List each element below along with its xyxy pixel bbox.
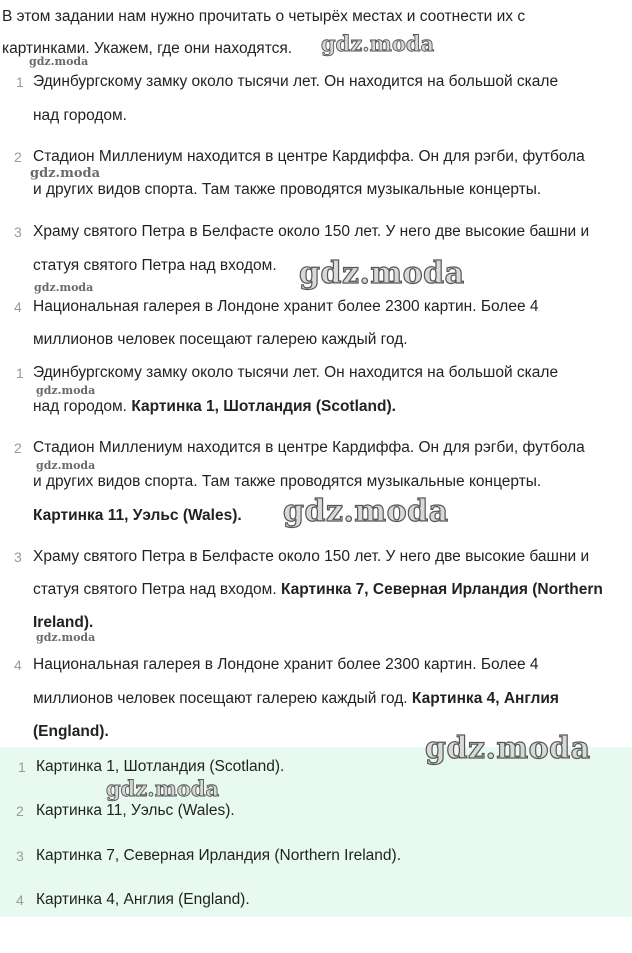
list-number: 1 bbox=[18, 759, 26, 775]
plain-text: над городом. bbox=[33, 398, 132, 415]
watermark: gdz.moda bbox=[321, 31, 435, 56]
list-number: 2 bbox=[14, 149, 22, 165]
watermark: gdz.moda bbox=[106, 776, 220, 801]
list-item-line: и других видов спорта. Там также проводятся музыкальные концерты. bbox=[33, 473, 542, 490]
list-number: 2 bbox=[14, 440, 22, 456]
answer-item: Картинка 4, Англия (England). bbox=[36, 891, 250, 908]
list-item-line: Стадион Миллениум находится в центре Кардиффа. Он для рэгби, футбола bbox=[33, 439, 585, 456]
intro-line-1: В этом задании нам нужно прочитать о четырёх местах и соотнести их с bbox=[2, 8, 526, 25]
plain-text: миллионов человек посещают галерею каждый год. bbox=[33, 690, 412, 707]
list-item-line: Храму святого Петра в Белфасте около 150 лет. У него две высокие башни и bbox=[33, 223, 590, 240]
answer-bold-text: (England). bbox=[33, 723, 109, 740]
list-item-line: Храму святого Петра в Белфасте около 150 лет. У него две высокие башни и bbox=[33, 548, 590, 565]
list-number: 3 bbox=[14, 224, 22, 240]
list-item-line bbox=[33, 397, 396, 417]
list-item-line bbox=[33, 580, 603, 600]
answer-item: Картинка 7, Северная Ирландия (Northern Ireland). bbox=[36, 847, 402, 864]
list-item-line: Национальная галерея в Лондоне хранит более 2300 картин. Более 4 bbox=[33, 656, 539, 673]
watermark: gdz.moda bbox=[36, 384, 96, 397]
list-item-line bbox=[33, 689, 559, 709]
watermark: gdz.moda bbox=[34, 281, 94, 294]
list-number: 1 bbox=[16, 365, 24, 381]
list-item-line: над городом. bbox=[33, 107, 127, 124]
answer-bold-text: Картинка 7, Северная Ирландия (Northern bbox=[280, 581, 603, 598]
list-number: 1 bbox=[16, 74, 24, 90]
watermark: gdz.moda bbox=[29, 55, 89, 68]
list-item-line: Национальная галерея в Лондоне хранит более 2300 картин. Более 4 bbox=[33, 298, 539, 315]
list-number: 4 bbox=[14, 299, 22, 315]
list-item-line: миллионов человек посещают галерею каждый год. bbox=[33, 331, 408, 348]
answer-bold-text: Картинка 4, Англия bbox=[411, 690, 559, 707]
list-number: 3 bbox=[16, 848, 24, 864]
answer-item: Картинка 1, Шотландия (Scotland). bbox=[36, 758, 285, 775]
plain-text: статуя святого Петра над входом. bbox=[33, 581, 281, 598]
list-number: 4 bbox=[14, 657, 22, 673]
list-item-line: Стадион Миллениум находится в центре Кардиффа. Он для рэгби, футбола bbox=[33, 148, 585, 165]
answer-bold-text: Картинка 11, Уэльс (Wales). bbox=[33, 507, 242, 524]
watermark: gdz.moda bbox=[36, 459, 96, 472]
list-item-line: Эдинбургскому замку около тысячи лет. Он находится на большой скале bbox=[33, 73, 559, 90]
list-item-line: статуя святого Петра над входом. bbox=[33, 257, 277, 274]
watermark: gdz.moda bbox=[36, 631, 96, 644]
list-number: 4 bbox=[16, 892, 24, 908]
list-number: 3 bbox=[14, 549, 22, 565]
list-item-line: и других видов спорта. Там также проводятся музыкальные концерты. bbox=[33, 181, 542, 198]
answer-item: Картинка 11, Уэльс (Wales). bbox=[36, 802, 235, 819]
watermark: gdz.moda bbox=[283, 494, 449, 529]
list-item-line: Эдинбургскому замку около тысячи лет. Он находится на большой скале bbox=[33, 364, 559, 381]
answer-bold-text: Ireland). bbox=[33, 614, 94, 631]
watermark: gdz.moda bbox=[30, 166, 101, 181]
answer-bold-text: Картинка 1, Шотландия (Scotland). bbox=[131, 398, 396, 415]
watermark: gdz.moda bbox=[425, 731, 591, 766]
intro-line-2: картинками. Укажем, где они находятся. bbox=[2, 40, 293, 57]
watermark: gdz.moda bbox=[299, 256, 465, 291]
list-number: 2 bbox=[16, 803, 24, 819]
